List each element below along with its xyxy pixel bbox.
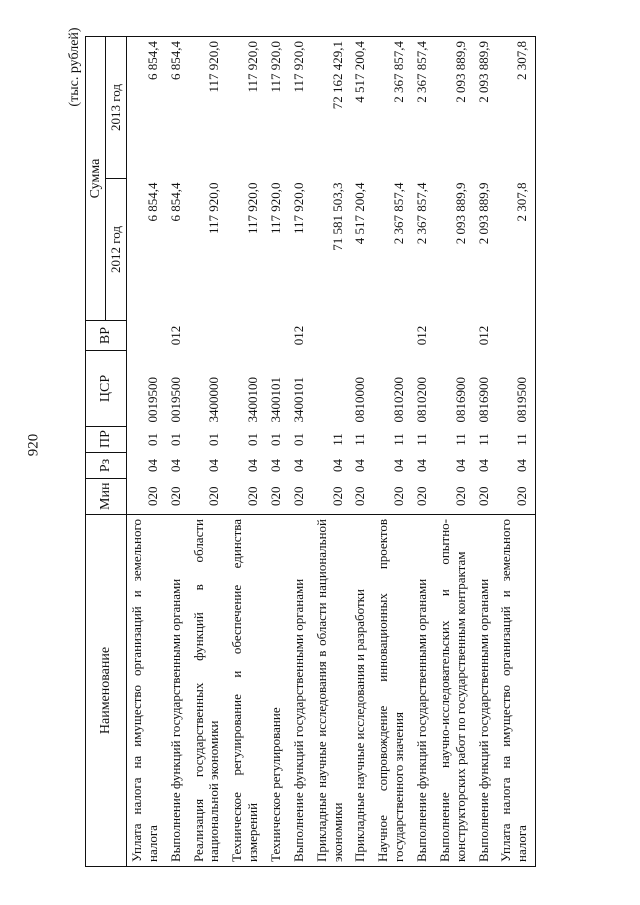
row-vr [266, 321, 289, 351]
row-sum-2012: 6 854,4 [167, 182, 183, 222]
row-csr: 3400101 [267, 377, 283, 423]
row-sum-2012: 2 093 889,9 [475, 182, 491, 245]
row-min: 020 [391, 486, 407, 506]
header-vr: ВР [86, 321, 127, 351]
table-row [350, 37, 373, 867]
table-body [126, 37, 535, 867]
row-vr [189, 321, 228, 351]
row-sum-2013: 117 920,0 [266, 37, 289, 179]
table-row [289, 37, 312, 867]
rotated-table-wrapper [85, 37, 585, 867]
row-pr: 01 [167, 433, 183, 446]
row-min: 020 [413, 486, 429, 506]
row-name: Выполнение функций государственными органами [412, 515, 435, 867]
row-vr [350, 321, 373, 351]
row-name: Техническое регулирование и обеспечение единства измерений [227, 515, 266, 867]
row-vr: 012 [475, 325, 491, 346]
row-csr: 3400100 [245, 377, 261, 423]
row-rz: 04 [452, 459, 468, 472]
table-row [126, 37, 165, 867]
row-sum-2012: 117 920,0 [206, 182, 222, 235]
row-sum-2012: 117 920,0 [267, 182, 283, 235]
row-min: 020 [329, 486, 345, 506]
table-row [312, 37, 351, 867]
row-sum-2012: 117 920,0 [290, 182, 306, 235]
row-sum-2012: 117 920,0 [245, 182, 261, 235]
row-min: 020 [144, 486, 160, 506]
row-name: Уплата налога на имущество организаций и земельного налога [496, 515, 535, 867]
row-vr [227, 321, 266, 351]
header-min: Мин [86, 479, 127, 515]
row-rz: 04 [352, 459, 368, 472]
header-rz: Рз [86, 453, 127, 479]
row-vr: 012 [413, 325, 429, 346]
header-name: Наименование [86, 515, 127, 867]
row-min: 020 [267, 486, 283, 506]
row-sum-2012: 2 367 857,4 [413, 182, 429, 245]
row-name: Прикладные научные исследования и разработки [350, 515, 373, 867]
row-csr [312, 351, 351, 427]
row-pr: 11 [352, 433, 368, 446]
row-sum-2012: 2 307,8 [496, 179, 535, 321]
row-sum-2013: 2 093 889,9 [474, 37, 497, 179]
table-row [189, 37, 228, 867]
table-row [435, 37, 474, 867]
row-name: Прикладные научные исследования в области национальной экономики [312, 515, 351, 867]
row-name: Выполнение функций государственными органами [166, 515, 189, 867]
row-pr: 11 [475, 433, 491, 446]
row-name: Реализация государственных функций в области национальной экономики [189, 515, 228, 867]
row-rz: 04 [413, 459, 429, 472]
row-sum-2013: 117 920,0 [289, 37, 312, 179]
header-year-2013: 2013 год [106, 37, 127, 179]
header-csr: ЦСР [86, 351, 127, 427]
row-sum-2013: 2 367 857,4 [373, 37, 412, 179]
table-row [496, 37, 535, 867]
row-name: Техническое регулирование [266, 515, 289, 867]
row-name: Уплата налога на имущество организаций и земельного налога [126, 515, 165, 867]
row-sum-2013: 117 920,0 [189, 37, 228, 179]
row-csr: 3400101 [290, 377, 306, 423]
row-name: Выполнение функций государственными органами [474, 515, 497, 867]
row-sum-2013: 2 367 857,4 [412, 37, 435, 179]
row-pr: 11 [391, 433, 407, 446]
row-pr: 01 [206, 433, 222, 446]
row-name: Выполнение функций государственными органами [289, 515, 312, 867]
row-csr: 0810000 [352, 377, 368, 423]
row-vr [312, 321, 351, 351]
row-min: 020 [452, 486, 468, 506]
row-rz: 04 [245, 459, 261, 472]
table-row [227, 37, 266, 867]
row-sum-2013: 117 920,0 [227, 37, 266, 179]
row-csr: 0816900 [452, 377, 468, 423]
table-row [266, 37, 289, 867]
page-number: 920 [25, 433, 42, 457]
budget-table [85, 36, 536, 867]
row-sum-2012: 4 517 200,4 [352, 182, 368, 245]
row-pr: 11 [413, 433, 429, 446]
row-sum-2012: 6 854,4 [144, 182, 160, 222]
row-vr [496, 321, 535, 351]
row-vr: 012 [167, 325, 183, 346]
row-csr: 0819500 [496, 351, 535, 427]
row-sum-2012: 2 367 857,4 [391, 182, 407, 245]
row-sum-2013: 4 517 200,4 [350, 37, 373, 179]
table-header [86, 37, 127, 867]
row-min: 020 [475, 486, 491, 506]
row-rz: 04 [475, 459, 491, 472]
row-rz: 04 [167, 459, 183, 472]
row-vr [373, 321, 412, 351]
row-pr: 01 [245, 433, 261, 446]
row-pr: 01 [290, 433, 306, 446]
header-sum: Сумма [86, 37, 106, 321]
row-sum-2013: 6 854,4 [166, 37, 189, 179]
row-min: 020 [496, 479, 535, 515]
units-label: (тыс. рублей) [67, 27, 82, 107]
row-rz: 04 [391, 459, 407, 472]
row-vr: 012 [290, 325, 306, 346]
row-csr: 0810200 [391, 377, 407, 423]
row-rz: 04 [144, 459, 160, 472]
row-csr: 0810200 [413, 377, 429, 423]
row-rz: 04 [267, 459, 283, 472]
row-rz: 04 [496, 453, 535, 479]
row-min: 020 [206, 486, 222, 506]
row-min: 020 [167, 486, 183, 506]
header-year-2012: 2012 год [106, 179, 127, 321]
row-pr: 11 [496, 427, 535, 453]
row-sum-2013: 72 162 429,1 [312, 37, 351, 179]
row-min: 020 [290, 486, 306, 506]
table-row [412, 37, 435, 867]
row-csr: 3400000 [206, 377, 222, 423]
table-row [474, 37, 497, 867]
row-csr: 0019500 [167, 377, 183, 423]
row-rz: 04 [329, 459, 345, 472]
row-sum-2012: 2 093 889,9 [452, 182, 468, 245]
row-sum-2013: 2 093 889,9 [435, 37, 474, 179]
row-pr: 11 [452, 433, 468, 446]
row-pr: 01 [267, 433, 283, 446]
row-vr [435, 321, 474, 351]
table-row [373, 37, 412, 867]
row-sum-2013: 2 307,8 [496, 37, 535, 179]
row-min: 020 [245, 486, 261, 506]
row-name: Научное сопровождение инновационных проектов государственного значения [373, 515, 412, 867]
row-rz: 04 [290, 459, 306, 472]
row-pr: 11 [329, 433, 345, 446]
row-csr: 0816900 [475, 377, 491, 423]
row-min: 020 [352, 486, 368, 506]
row-sum-2013: 6 854,4 [126, 37, 165, 179]
row-pr: 01 [144, 433, 160, 446]
row-vr [126, 321, 165, 351]
header-pr: ПР [86, 427, 127, 453]
table-row [166, 37, 189, 867]
row-rz: 04 [206, 459, 222, 472]
row-name: Выполнение научно-исследовательских и опытно-конструкторских работ по государственным контрактам [435, 515, 474, 867]
row-sum-2012: 71 581 503,3 [329, 182, 345, 251]
row-csr: 0019500 [144, 377, 160, 423]
